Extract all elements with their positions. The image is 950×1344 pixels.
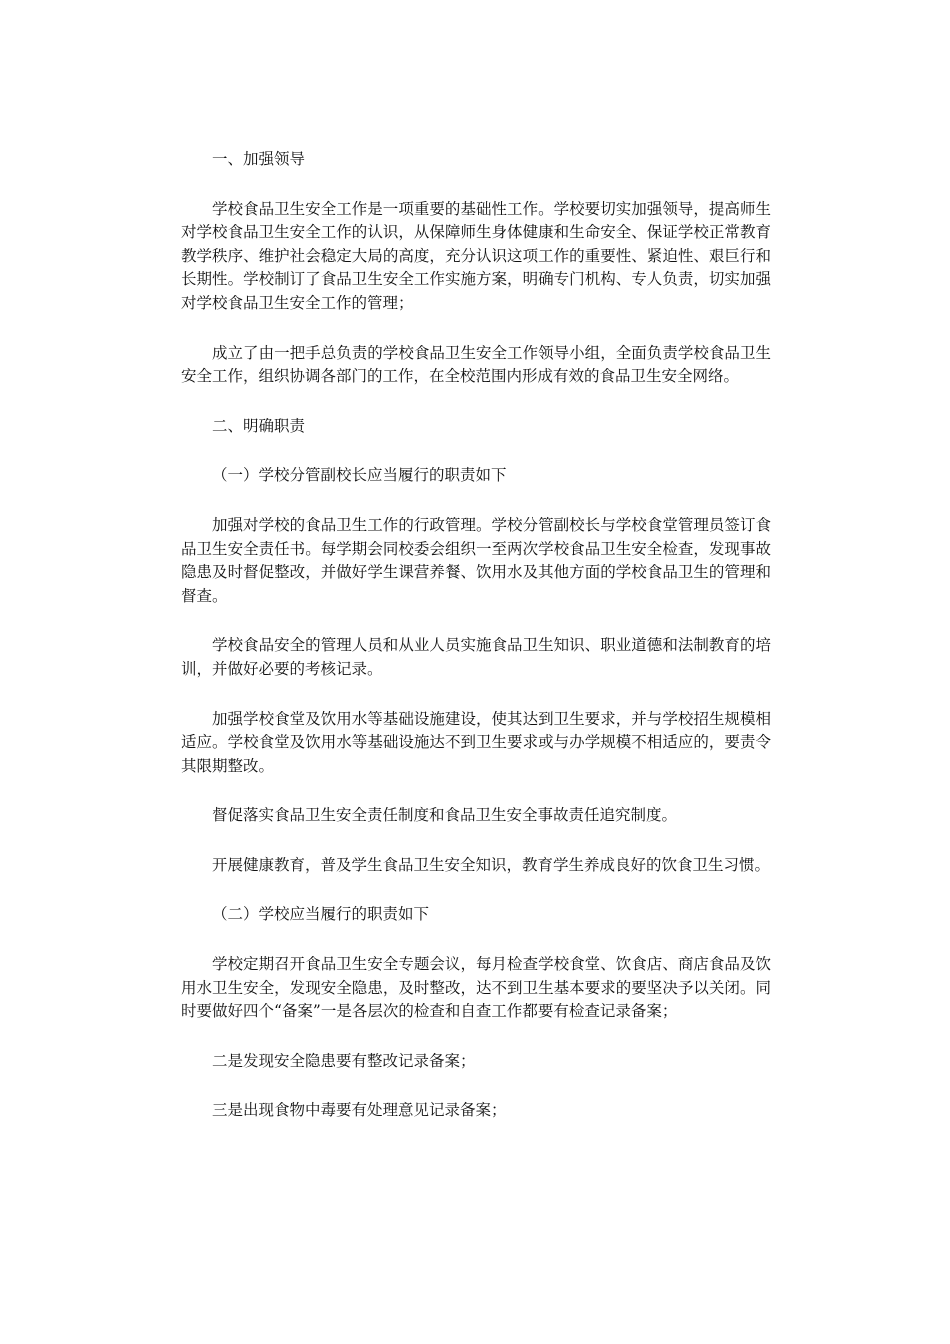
body-paragraph: 三是出现食物中毒要有处理意见记录备案； <box>212 1101 507 1120</box>
body-paragraph: 学校食品卫生安全工作是一项重要的基础性工作。学校要切实加强领导，提高师生对学校食品卫生安全工作的认识，从保障师生身体健康和生命安全、保证学校正常教育教学秩序、维护社会稳定大局的高度，充分认识这项工作的重要性、紧迫性、艰巨行和长期性。学校制订了食品卫生安全工作实施方案，明确专门机构、专人负责，切实加强对学校食品卫生安全工作的管理； <box>181 199 771 312</box>
body-paragraph: 开展健康教育，普及学生食品卫生安全知识，教育学生养成良好的饮食卫生习惯。 <box>212 855 771 874</box>
body-paragraph: 二是发现安全隐患要有整改记录备案； <box>212 1051 476 1070</box>
body-paragraph: 学校定期召开食品卫生安全专题会议，每月检查学校食堂、饮食店、商店食品及饮用水卫生安全，发现安全隐患，及时整改，达不到卫生基本要求的要坚决予以关闭。同时要做好四个“备案”一是各层次的检查和自查工作都要有检查记录备案； <box>181 955 771 1021</box>
document-body <box>181 148 771 1149</box>
body-paragraph: 督促落实食品卫生安全责任制度和食品卫生安全事故责任追究制度。 <box>212 806 678 825</box>
body-paragraph: 成立了由一把手总负责的学校食品卫生安全工作领导小组，全面负责学校食品卫生安全工作，组织协调各部门的工作，在全校范围内形成有效的食品卫生安全网络。 <box>181 343 771 386</box>
section-heading: 一、加强领导 <box>212 150 306 168</box>
body-paragraph: 加强学校食堂及饮用水等基础设施建设，使其达到卫生要求，并与学校招生规模相适应。学校食堂及饮用水等基础设施达不到卫生要求或与办学规模不相适应的，要责令其限期整改。 <box>181 709 771 775</box>
subsection-heading: （二）学校应当履行的职责如下 <box>212 905 430 924</box>
body-paragraph: 学校食品安全的管理人员和从业人员实施食品卫生知识、职业道德和法制教育的培训，并做好必要的考核记录。 <box>181 636 771 678</box>
subsection-heading: （一）学校分管副校长应当履行的职责如下 <box>212 466 507 485</box>
section-heading: 二、明确职责 <box>212 416 306 435</box>
body-paragraph: 加强对学校的食品卫生工作的行政管理。学校分管副校长与学校食堂管理员签订食品卫生安全责任书。每学期会同校委会组织一至两次学校食品卫生安全检查，发现事故隐患及时督促整改，并做好学生课营养餐、饮用水及其他方面的学校食品卫生的管理和督查。 <box>181 515 771 605</box>
